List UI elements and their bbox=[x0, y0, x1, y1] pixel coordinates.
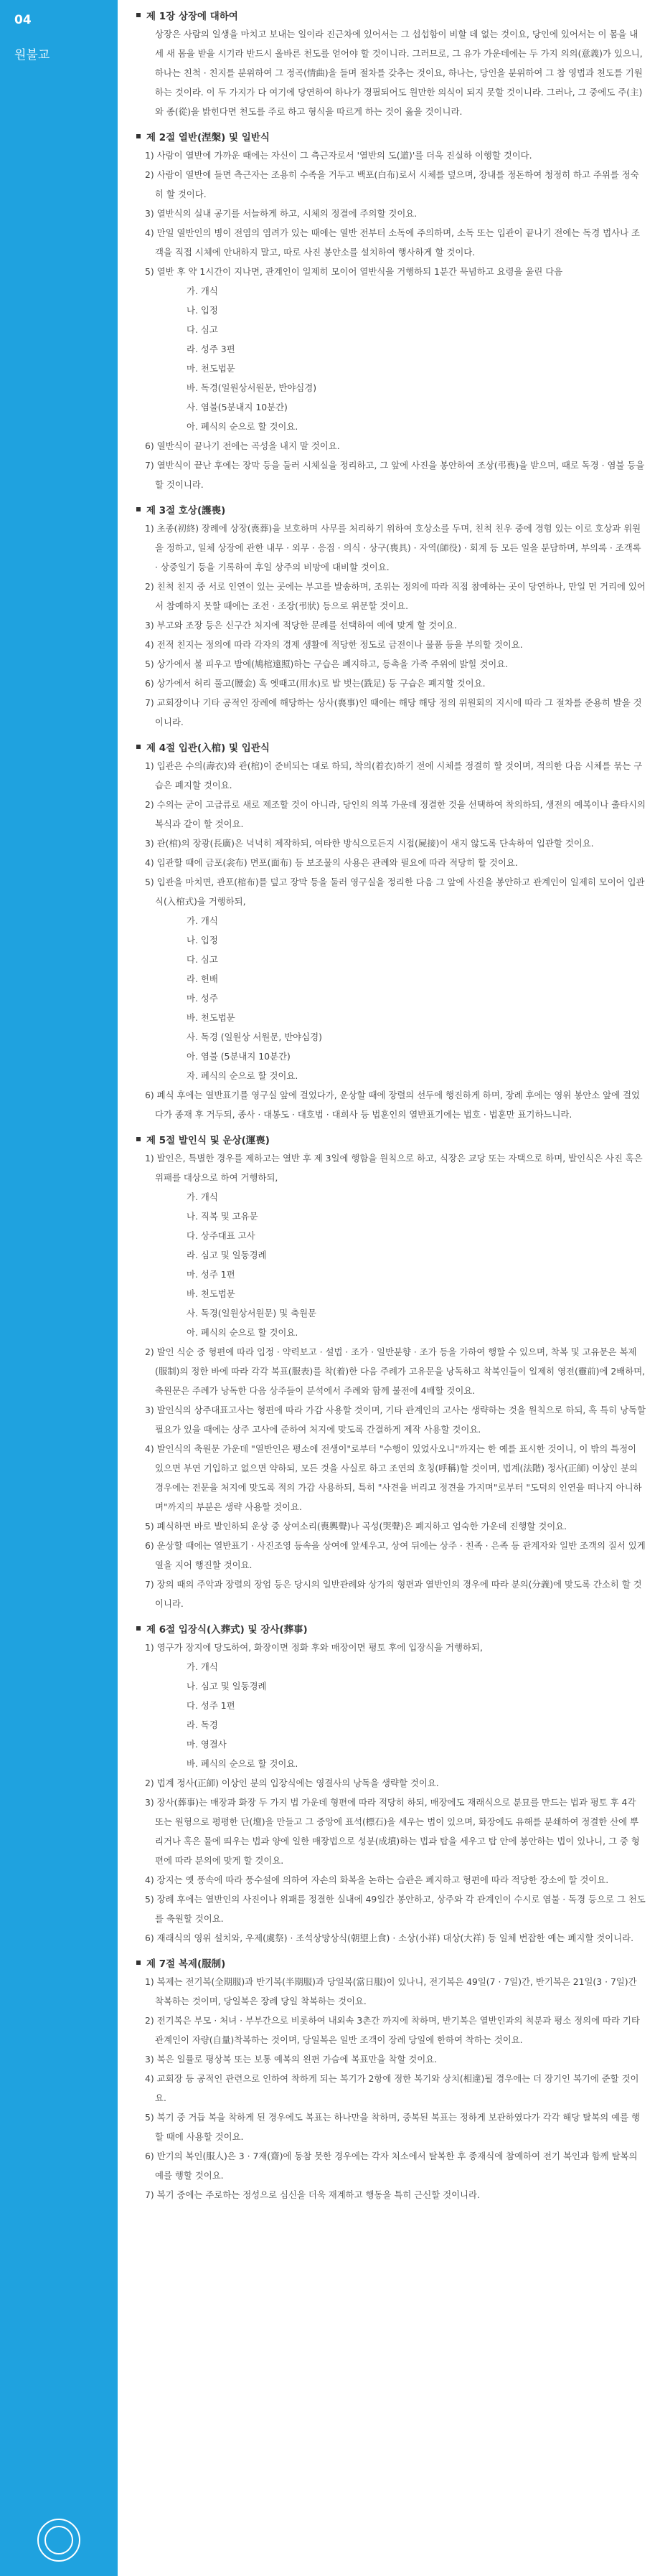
square-bullet-icon bbox=[136, 1961, 141, 1965]
list-item bbox=[136, 1400, 646, 1439]
square-bullet-icon bbox=[136, 1626, 141, 1631]
list-item-text: 6) 폐식 후에는 열반표기를 영구실 앞에 걸었다가, 운상할 때에 장렬의 선두에 행진하게 하며, 장례 후에는 영위 봉안소 앞에 걸었다가 종재 후 거두되, 종사 · 대봉도 · 대호법 · 대희사 등 법훈인의 열반표기에는 법호 · 법훈만 표기하느니라. bbox=[145, 1090, 640, 1120]
list-item-text: 4) 교회장 등 공적인 관련으로 인하여 착하게 되는 복기가 2항에 정한 복기와 상치(相違)될 경우에는 더 장기인 복기에 준할 것이요. bbox=[145, 2073, 639, 2103]
square-bullet-icon bbox=[136, 1137, 141, 1141]
chapter-number: 04 bbox=[14, 13, 32, 27]
list-item-text: 1) 입관은 수의(壽衣)와 관(棺)이 준비되는 대로 하되, 착의(着衣)하기 전에 시체를 정결히 할 것이며, 적의한 다음 시체를 묶는 구습은 폐지할 것이요. bbox=[145, 760, 643, 791]
section bbox=[136, 1133, 646, 1613]
section-title: 제 3절 호상(護喪) bbox=[146, 505, 226, 516]
list-item bbox=[136, 693, 646, 732]
list-item bbox=[136, 615, 646, 635]
section bbox=[136, 1956, 646, 2204]
list-item bbox=[136, 2049, 646, 2069]
list-item bbox=[136, 519, 646, 577]
list-item bbox=[136, 456, 646, 494]
list-item bbox=[136, 223, 646, 262]
list-item bbox=[136, 674, 646, 693]
list-item-text: 1) 영구가 장지에 당도하여, 화장이면 정화 후와 매장이면 평토 후에 입장식을 거행하되, bbox=[145, 1642, 483, 1653]
document-body bbox=[136, 9, 646, 2213]
section-title: 제 6절 입장식(入葬式) 및 장사(葬事) bbox=[146, 1624, 308, 1636]
section-title: 제 5절 발인식 및 운상(運喪) bbox=[146, 1135, 270, 1146]
list-item bbox=[136, 204, 646, 223]
sub-list bbox=[155, 1657, 646, 1773]
sub-item: 아. 폐식의 순으로 할 것이요. bbox=[187, 1327, 298, 1338]
list-item-text: 6) 반기의 복인(服人)은 3 · 7재(齋)에 동참 못한 경우에는 각자 처소에서 탈복한 후 종재식에 참예하여 전기 복인과 함께 탈복의 예를 행할 것이요. bbox=[145, 2151, 638, 2181]
list-item bbox=[136, 146, 646, 165]
list-item bbox=[136, 1342, 646, 1400]
section-intro: 상장은 사람의 일생을 마치고 보내는 일이라 진근차에 있어서는 그 섭섭함이 비할 데 없는 것이요, 당인에 있어서는 이 몸을 내세 새 몸을 받을 시기라 반드시 올바른 천도를 얻어야 할 것이니라. 그러므로, 그 유가 가운데에는 두 가지 의의(意義)가 있으니, 하나는 친척 · 친지를 분위하여 그 정곡(情曲)을 들며 절차를 갖추는 것이요, 하나는, 당인을 분위하여 그 참 영법과 천도를 기원하는 것이라. 이 두 가지가 다 여기에 당연하여 하나가 경필되어도 원만한 의식이 되지 못할 것이니라. 그러나, 그 중에도 주(主)와 종(從)을 밝힌다면 천도를 주로 하고 형식을 따르게 하는 것이 옳을 것이니라. bbox=[155, 29, 643, 117]
sub-item: 마. 영결사 bbox=[187, 1739, 227, 1750]
list-item bbox=[136, 1516, 646, 1536]
sub-item: 바. 천도법문 bbox=[187, 1012, 235, 1023]
sub-item: 다. 심고 bbox=[187, 954, 218, 965]
square-bullet-icon bbox=[136, 507, 141, 511]
sub-item: 마. 성주 bbox=[187, 993, 218, 1004]
list-item bbox=[136, 2108, 646, 2146]
list-item-text: 7) 장의 때의 주악과 장렬의 장엄 등은 당시의 일반관례와 상가의 형편과 열반인의 경우에 따라 분의(分義)에 맞도록 간소히 할 것이니라. bbox=[145, 1579, 642, 1609]
list-item bbox=[136, 1928, 646, 1948]
list-item-text: 1) 사람이 열반에 가까운 때에는 자신이 그 측근자로서 '열반의 도(道)'를 더욱 진실하 이행할 것이다. bbox=[145, 150, 532, 161]
list-item bbox=[136, 1439, 646, 1516]
sub-item: 가. 개식 bbox=[187, 1661, 218, 1672]
list-item bbox=[136, 1773, 646, 1793]
section-title: 제 1장 상장에 대하여 bbox=[146, 11, 238, 22]
sub-item: 바. 폐식의 순으로 할 것이요. bbox=[187, 1758, 298, 1769]
section bbox=[136, 130, 646, 494]
sub-item: 다. 성주 1편 bbox=[187, 1700, 235, 1711]
sub-list bbox=[155, 281, 646, 436]
section-heading bbox=[136, 740, 646, 756]
sub-item: 바. 천도법문 bbox=[187, 1288, 235, 1299]
list-item-text: 4) 장지는 옛 풍속에 따라 풍수설에 의하여 자손의 화복을 논하는 습관은 폐지하고 형편에 따라 적당한 장소에 할 것이요. bbox=[145, 1874, 609, 1885]
list-item-text: 3) 발인식의 상주대표고사는 형편에 따라 가감 사용할 것이며, 기타 관계인의 고사는 생략하는 것을 원칙으로 하되, 혹 특히 낭독할 필요가 있을 때에는 상주 고사에 준하여 처지에 맞도록 간결하게 제작 사용할 것이요. bbox=[145, 1405, 646, 1435]
list-item bbox=[136, 262, 646, 436]
list-item-text: 3) 관(棺)의 장광(長廣)은 넉넉히 제작하되, 여타한 방식으로든지 시접(屍接)이 새지 않도록 단속하여 입관할 것이요. bbox=[145, 838, 594, 849]
list-item bbox=[136, 1148, 646, 1342]
sub-item: 사. 독경 (일원상 서원문, 반야심경) bbox=[187, 1032, 322, 1042]
list-item-text: 2) 사람이 열반에 들면 측근자는 조용히 수족을 거두고 백포(白布)로서 시체를 덮으며, 장내를 정돈하여 청정히 하고 주위를 정숙히 할 것이다. bbox=[145, 169, 639, 199]
section-heading bbox=[136, 503, 646, 519]
sub-item: 사. 독경(일원상서원문) 및 축원문 bbox=[187, 1308, 317, 1318]
list-item-text: 6) 상가에서 허리 풀고(腰金) 혹 옛때고(用水)로 발 벗는(跣足) 등 구습은 폐지할 것이요. bbox=[145, 678, 486, 689]
list-item bbox=[136, 635, 646, 654]
item-list bbox=[136, 756, 646, 1124]
list-item bbox=[136, 436, 646, 456]
sub-item: 아. 폐식의 순으로 할 것이요. bbox=[187, 421, 298, 432]
list-item bbox=[136, 795, 646, 834]
list-item bbox=[136, 654, 646, 674]
item-list bbox=[136, 1638, 646, 1948]
item-list bbox=[136, 1972, 646, 2204]
section-title: 제 4절 입관(入棺) 및 입관식 bbox=[146, 742, 270, 754]
section bbox=[136, 1622, 646, 1948]
sub-item: 나. 입정 bbox=[187, 305, 218, 316]
list-item bbox=[136, 165, 646, 204]
list-item-text: 5) 복기 중 거듭 복을 착하게 된 경우에도 복표는 하나만을 착하며, 중복된 복표는 정하게 보관하였다가 각각 해당 탈복의 예를 행할 때에 사용할 것이요. bbox=[145, 2112, 640, 2142]
list-item-text: 5) 상가에서 불 피우고 밤에(鳩棺遠照)하는 구습은 폐지하고, 등촉을 가족 주위에 밝힐 것이요. bbox=[145, 659, 509, 669]
list-item bbox=[136, 2185, 646, 2204]
list-item-text: 3) 복은 일률로 평상복 또는 보통 예복의 왼편 가슴에 복표만을 착할 것이요. bbox=[145, 2054, 438, 2065]
sub-item: 라. 심고 및 일동경례 bbox=[187, 1250, 267, 1260]
list-item-text: 2) 발인 식순 중 형편에 따라 입정 · 약력보고 · 설법 · 조가 · 일반분향 · 조가 등을 가하여 행할 수 있으며, 착복 및 고유문은 복제(服制)의 정한 바에 따라 각각 복표(服表)를 착(着)한 다음 주례가 고유문을 낭독하고 착복인들이 일제히 영전(靈前)에 2배하며, 축원문은 주례가 낭독한 다음 상주들이 분석에서 주례와 함께 불전에 4배할 것이요. bbox=[145, 1346, 646, 1396]
section-heading bbox=[136, 130, 646, 146]
list-item bbox=[136, 1638, 646, 1773]
section-title: 제 7절 복제(服制) bbox=[146, 1958, 226, 1970]
won-circle-logo-icon bbox=[37, 2519, 80, 2562]
list-item-text: 4) 만일 열반인의 병이 전염의 염려가 있는 때에는 열반 전부터 소독에 주의하며, 소독 또는 입관이 끝나기 전에는 독경 법사나 조객을 직접 시체에 안내하지 말고, 따로 사진 봉안소를 설치하여 행사하게 할 것이다. bbox=[145, 227, 640, 258]
sub-item: 사. 염불(5분내지 10분간) bbox=[187, 402, 288, 412]
list-item-text: 3) 열반식의 실내 공기를 서늘하게 하고, 시체의 정결에 주의할 것이요. bbox=[145, 208, 418, 219]
section bbox=[136, 740, 646, 1124]
list-item bbox=[136, 1536, 646, 1575]
list-item bbox=[136, 872, 646, 1085]
section-title: 제 2절 열반(涅槃) 및 일반식 bbox=[146, 132, 270, 143]
list-item-text: 6) 운상할 때에는 열반표기 · 사진조영 등속을 상여에 앞세우고, 상여 뒤에는 상주 · 친족 · 은족 등 관계자와 일반 조객의 질서 있게 열을 지어 행진할 것이요. bbox=[145, 1540, 646, 1570]
list-item bbox=[136, 1870, 646, 1889]
list-item-text: 2) 친척 친지 중 서로 인연이 있는 곳에는 부고를 발송하며, 조위는 정의에 따라 직접 참예하는 곳이 당연하나, 만일 먼 거리에 있어서 참예하지 못할 때에는 조전 · 조장(弔狀) 등으로 위문할 것이요. bbox=[145, 581, 646, 611]
sub-item: 나. 직복 및 고유문 bbox=[187, 1211, 258, 1222]
section-heading bbox=[136, 9, 646, 24]
sub-item: 가. 개식 bbox=[187, 1192, 218, 1202]
list-item bbox=[136, 1889, 646, 1928]
list-item-text: 7) 복기 중에는 주로하는 정성으로 심신을 더욱 재계하고 행동을 특히 근신할 것이니라. bbox=[145, 2189, 480, 2200]
list-item-text: 1) 초종(初終) 장례에 상장(喪葬)을 보호하며 사무를 처리하기 위하여 호상소를 두며, 친척 친우 중에 경험 있는 이로 호상과 위원을 정하고, 일체 상장에 관한 내무 · 외무 · 응접 · 의식 · 상구(喪具) · 자역(師役) · 회계 등 모든 일을 분담하며, 부의록 · 조객록 · 상중일기 등을 기록하여 후일 상주의 비망에 대비할 것이요. bbox=[145, 523, 641, 572]
list-item bbox=[136, 2069, 646, 2108]
list-item-text: 1) 복제는 전기복(全期服)과 반기복(半期服)과 당일복(當日服)이 있나니, 전기복은 49일(7 · 7일)간, 반기복은 21일(3 · 7일)간 착복하는 것이며, 당일복은 장례 당일 착복하는 것이요. bbox=[145, 1976, 637, 2006]
list-item-text: 3) 부고와 조장 등은 신구간 처지에 적당한 문례를 선택하여 예에 맞게 할 것이요. bbox=[145, 620, 457, 631]
list-item-text: 5) 장례 후에는 열반인의 사진이나 위패를 정결한 실내에 49일간 봉안하고, 상주와 각 관계인이 수시로 염불 · 독경 등으로 그 천도를 축원할 것이요. bbox=[145, 1894, 646, 1924]
list-item-text: 5) 폐식하면 바로 발인하되 운상 중 상여소리(喪輿聲)나 곡성(哭聲)은 폐지하고 엄숙한 가운데 진행할 것이요. bbox=[145, 1521, 567, 1532]
sub-list bbox=[155, 911, 646, 1085]
list-item bbox=[136, 2146, 646, 2185]
sub-item: 가. 개식 bbox=[187, 286, 218, 296]
sub-list bbox=[155, 1187, 646, 1342]
sub-item: 가. 개식 bbox=[187, 915, 218, 926]
list-item-text: 2) 전기복은 부모 · 처녀 · 부부간으로 비롯하여 내외속 3촌간 까지에 착하며, 반기복은 열반인과의 척분과 평소 정의에 따라 기타 관계인이 자량(自量)착복하는 것이며, 당일복은 일반 조객이 장례 당일에 한하여 착하는 것이요. bbox=[145, 2015, 640, 2045]
sub-item: 다. 상주대표 고사 bbox=[187, 1230, 255, 1241]
sub-item: 바. 독경(일원상서원문, 반야심경) bbox=[187, 382, 317, 393]
sub-item: 아. 염불 (5분내지 10분간) bbox=[187, 1051, 291, 1062]
list-item-text: 6) 재래식의 영위 설치와, 우제(虞祭) · 조석상망상식(朝望上食) · 소상(小祥) 대상(大祥) 등 일체 번잡한 예는 폐지할 것이니라. bbox=[145, 1933, 634, 1943]
sub-item: 라. 헌배 bbox=[187, 973, 218, 984]
list-item-text: 7) 열반식이 끝난 후에는 장막 등을 둘러 시체실을 정리하고, 그 앞에 사진을 봉안하여 조상(弔喪)을 받으며, 때로 독경 · 염불 등을 할 것이니라. bbox=[145, 460, 645, 490]
list-item-text: 3) 장사(葬事)는 매장과 화장 두 가지 법 가운데 형편에 따라 적당히 하되, 매장에도 재래식으로 분묘를 만드는 법과 평토 후 4각 또는 원형으로 평평한 단(壇)을 만들고 그 중앙에 표석(標石)을 세우는 법이 있으며, 화장에도 유해를 분쇄하여 정결한 산에 뿌리거나 혹은 물에 띄우는 법과 양에 일한 매장법으로 성분(成墳)하는 법과 탑을 세우고 탑 안에 봉안하는 법이 있나니, 그 중 형편에 따라 분의에 맞게 할 것이요. bbox=[145, 1797, 640, 1866]
sub-item: 다. 심고 bbox=[187, 324, 218, 335]
sub-item: 자. 폐식의 순으로 할 것이요. bbox=[187, 1070, 298, 1081]
list-item bbox=[136, 853, 646, 872]
sub-item: 나. 입정 bbox=[187, 935, 218, 945]
list-item-text: 5) 입관을 마치면, 관포(棺布)를 덮고 장막 등을 둘러 영구실을 정리한 다음 그 앞에 사진을 봉안하고 관계인이 일제히 모이어 입관식(入棺式)을 거행하되, bbox=[145, 877, 645, 907]
sidebar bbox=[0, 0, 118, 2576]
list-item-text: 4) 전적 친지는 정의에 따라 각자의 경제 생활에 적당한 정도로 금전이나 물품 등을 부의할 것이요. bbox=[145, 639, 523, 650]
list-item bbox=[136, 1575, 646, 1613]
section-heading bbox=[136, 1622, 646, 1638]
list-item-text: 5) 열반 후 약 1시간이 지나면, 관계인이 일제히 모이어 열반식을 거행하되 1분간 묵념하고 요령을 울린 다음 bbox=[145, 266, 563, 277]
list-item bbox=[136, 834, 646, 853]
list-item bbox=[136, 1085, 646, 1124]
section bbox=[136, 9, 646, 121]
list-item-text: 2) 법계 정사(正師) 이상인 분의 입장식에는 영결사의 낭독을 생략할 것이요. bbox=[145, 1778, 439, 1788]
list-item-text: 7) 교회장이나 기타 공적인 장례에 해당하는 상사(喪事)인 때에는 해당 해당 정의 위원회의 지시에 따라 그 절차를 준용히 발을 것이니라. bbox=[145, 697, 642, 727]
sub-item: 마. 성주 1편 bbox=[187, 1269, 235, 1280]
list-item bbox=[136, 1793, 646, 1870]
item-list bbox=[136, 1148, 646, 1613]
sub-item: 라. 독경 bbox=[187, 1719, 218, 1730]
sub-item: 나. 심고 및 일동경례 bbox=[187, 1681, 267, 1692]
section bbox=[136, 503, 646, 732]
list-item-text: 2) 수의는 굳이 고급류로 새로 제조할 것이 아니라, 당인의 의복 가운데 정결한 것을 선택하여 착의하되, 생전의 예복이나 출타시의 복식과 같이 할 것이요. bbox=[145, 799, 646, 829]
square-bullet-icon bbox=[136, 745, 141, 749]
sub-item: 라. 성주 3편 bbox=[187, 344, 235, 354]
item-list bbox=[136, 519, 646, 732]
list-item-text: 1) 발인은, 특별한 경우를 제하고는 열반 후 제 3일에 행함을 원칙으로 하고, 식장은 교당 또는 자택으로 하며, 발인식은 사진 혹은 위패를 대상으로 하여 거행하되, bbox=[145, 1153, 643, 1183]
section-heading bbox=[136, 1133, 646, 1148]
list-item bbox=[136, 1972, 646, 2011]
chapter-title: 원불교 bbox=[14, 48, 50, 62]
square-bullet-icon bbox=[136, 13, 141, 17]
square-bullet-icon bbox=[136, 134, 141, 138]
list-item bbox=[136, 756, 646, 795]
list-item bbox=[136, 577, 646, 615]
section-heading bbox=[136, 1956, 646, 1972]
list-item bbox=[136, 2011, 646, 2049]
sub-item: 마. 천도법문 bbox=[187, 363, 235, 374]
item-list bbox=[136, 146, 646, 494]
list-item-text: 4) 입관할 때에 금포(衾布) 면포(面布) 등 보조물의 사용은 관례와 필요에 따라 적당히 할 것이요. bbox=[145, 857, 518, 868]
list-item-text: 4) 발인식의 축원문 가운데 "열반인은 평소에 전생이"로부터 "수행이 있었사오니"까지는 한 예를 표시한 것이니, 이 밖의 특정이 있으면 부연 기입하고 없으면 약하되, 모든 것을 사실로 하고 조연의 호칭(呼稱)할 것이며, 법계(法階) 정사(正師) 이상인 분의 경우에는 전문을 처지에 맞도록 적의 가감 사용하되, 특히 "사견을 버리고 정견을 가지며"로부터 "도덕의 인연을 떠나지 아니하며"까지의 부분은 생략 사용할 것이요. bbox=[145, 1443, 642, 1512]
list-item-text: 6) 열반식이 끝나기 전에는 곡성을 내지 말 것이요. bbox=[145, 440, 340, 451]
